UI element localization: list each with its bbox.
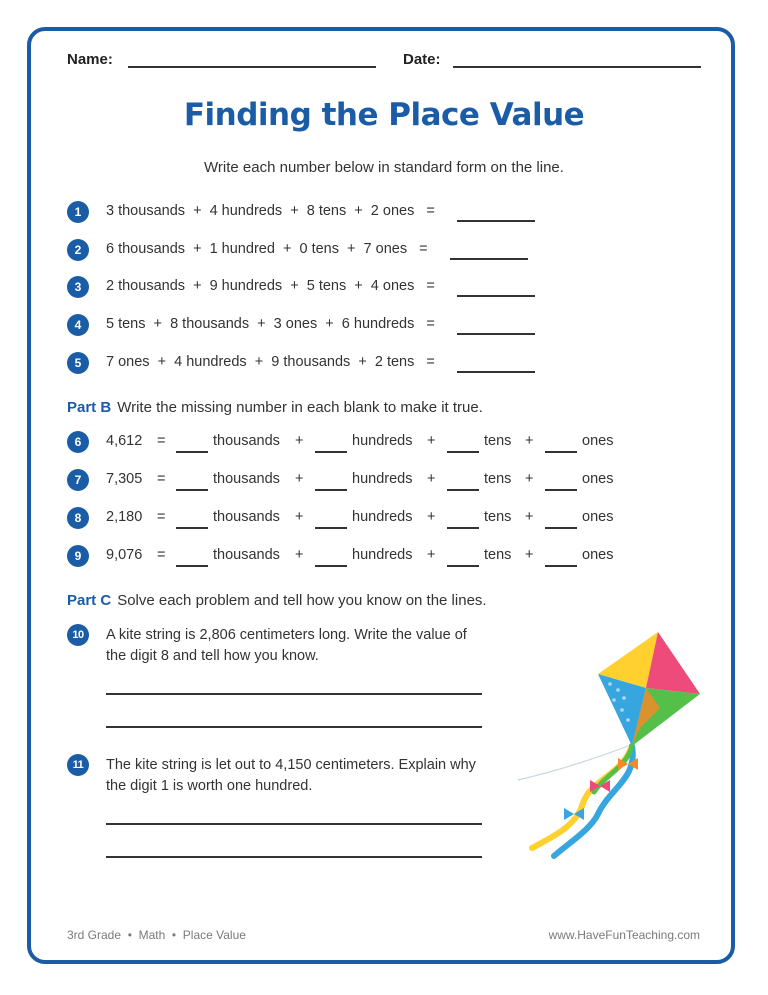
part-c-header [67,592,487,609]
hundreds-blank[interactable] [315,451,347,453]
given-number: 7,305 [106,471,143,487]
tens-blank[interactable] [447,451,479,453]
equals-sign: = [157,471,166,487]
name-label: Name: [67,51,113,68]
part-b-label: Part B [67,399,112,416]
question-number: 8 [67,507,89,529]
answer-line[interactable] [450,258,528,260]
thousands-blank[interactable] [176,565,208,567]
question-text: 5 tens + 8 thousands + 3 ones + 6 hundreds = [106,316,435,332]
question-number: 3 [67,276,89,298]
plus-sign: + [427,471,436,487]
question-number: 6 [67,431,89,453]
plus-sign: + [427,547,436,563]
thousands-blank[interactable] [176,489,208,491]
question-number: 9 [67,545,89,567]
plus-sign: + [295,509,304,525]
question-number: 4 [67,314,89,336]
writing-line[interactable] [106,823,482,825]
plus-sign: + [525,547,534,563]
question-text: 2 thousands + 9 hundreds + 5 tens + 4 ones = [106,278,435,294]
problem-text: The kite string is let out to 4,150 centimeters. Explain why the digit 1 is worth one hundred. [106,757,476,794]
hundreds-blank[interactable] [315,489,347,491]
question-text: 6 thousands + 1 hundred + 0 tens + 7 ones = [106,241,428,257]
tens-blank[interactable] [447,527,479,529]
thousands-label: thousands [213,509,280,525]
date-line[interactable] [453,66,701,68]
question-number: 1 [67,201,89,223]
thousands-label: thousands [213,547,280,563]
question-text: 7 ones + 4 hundreds + 9 thousands + 2 tens = [106,354,435,370]
question-number: 2 [67,239,89,261]
hundreds-label: hundreds [352,547,413,563]
hundreds-label: hundreds [352,433,413,449]
given-number: 9,076 [106,547,143,563]
problem-text: A kite string is 2,806 centimeters long. Write the value of the digit 8 and tell how you know. [106,627,467,664]
part-b-instruction: Write the missing number in each blank to make it true. [117,399,483,416]
equals-sign: = [157,433,166,449]
ones-blank[interactable] [545,565,577,567]
tens-label: tens [484,433,512,449]
hundreds-label: hundreds [352,509,413,525]
equals-sign: = [157,547,166,563]
answer-line[interactable] [457,295,535,297]
part-c-instruction: Solve each problem and tell how you know on the lines. [117,592,487,609]
question-number: 7 [67,469,89,491]
given-number: 4,612 [106,433,143,449]
ones-blank[interactable] [545,489,577,491]
hundreds-label: hundreds [352,471,413,487]
ones-blank[interactable] [545,451,577,453]
plus-sign: + [295,547,304,563]
tens-blank[interactable] [447,565,479,567]
kite-icon [510,628,710,868]
part-c-label: Part C [67,592,112,609]
thousands-label: thousands [213,433,280,449]
thousands-blank[interactable] [176,451,208,453]
question-number: 10 [67,624,89,646]
plus-sign: + [295,471,304,487]
tens-label: tens [484,471,512,487]
ones-label: ones [582,471,614,487]
given-number: 2,180 [106,509,143,525]
part-b-header [67,399,483,416]
equals-sign: = [157,509,166,525]
thousands-blank[interactable] [176,527,208,529]
hundreds-blank[interactable] [315,565,347,567]
page-title: Finding the Place Value [183,97,585,133]
plus-sign: + [525,433,534,449]
answer-line[interactable] [457,371,535,373]
question-number: 11 [67,754,89,776]
question-text: 3 thousands + 4 hundreds + 8 tens + 2 ones = [106,203,435,219]
tens-label: tens [484,547,512,563]
plus-sign: + [427,433,436,449]
plus-sign: + [525,509,534,525]
name-line[interactable] [128,66,376,68]
plus-sign: + [295,433,304,449]
question-number: 5 [67,352,89,374]
writing-line[interactable] [106,726,482,728]
answer-line[interactable] [457,333,535,335]
writing-line[interactable] [106,693,482,695]
date-label: Date: [403,51,441,68]
writing-line[interactable] [106,856,482,858]
hundreds-blank[interactable] [315,527,347,529]
footer-website-link[interactable]: www.HaveFunTeaching.com [548,928,700,942]
ones-label: ones [582,509,614,525]
ones-blank[interactable] [545,527,577,529]
plus-sign: + [427,509,436,525]
thousands-label: thousands [213,471,280,487]
footer-grade-subject: 3rd Grade • Math • Place Value [67,928,246,942]
answer-line[interactable] [457,220,535,222]
tens-label: tens [484,509,512,525]
ones-label: ones [582,433,614,449]
plus-sign: + [525,471,534,487]
instructions: Write each number below in standard form on the line. [204,159,564,176]
ones-label: ones [582,547,614,563]
tens-blank[interactable] [447,489,479,491]
